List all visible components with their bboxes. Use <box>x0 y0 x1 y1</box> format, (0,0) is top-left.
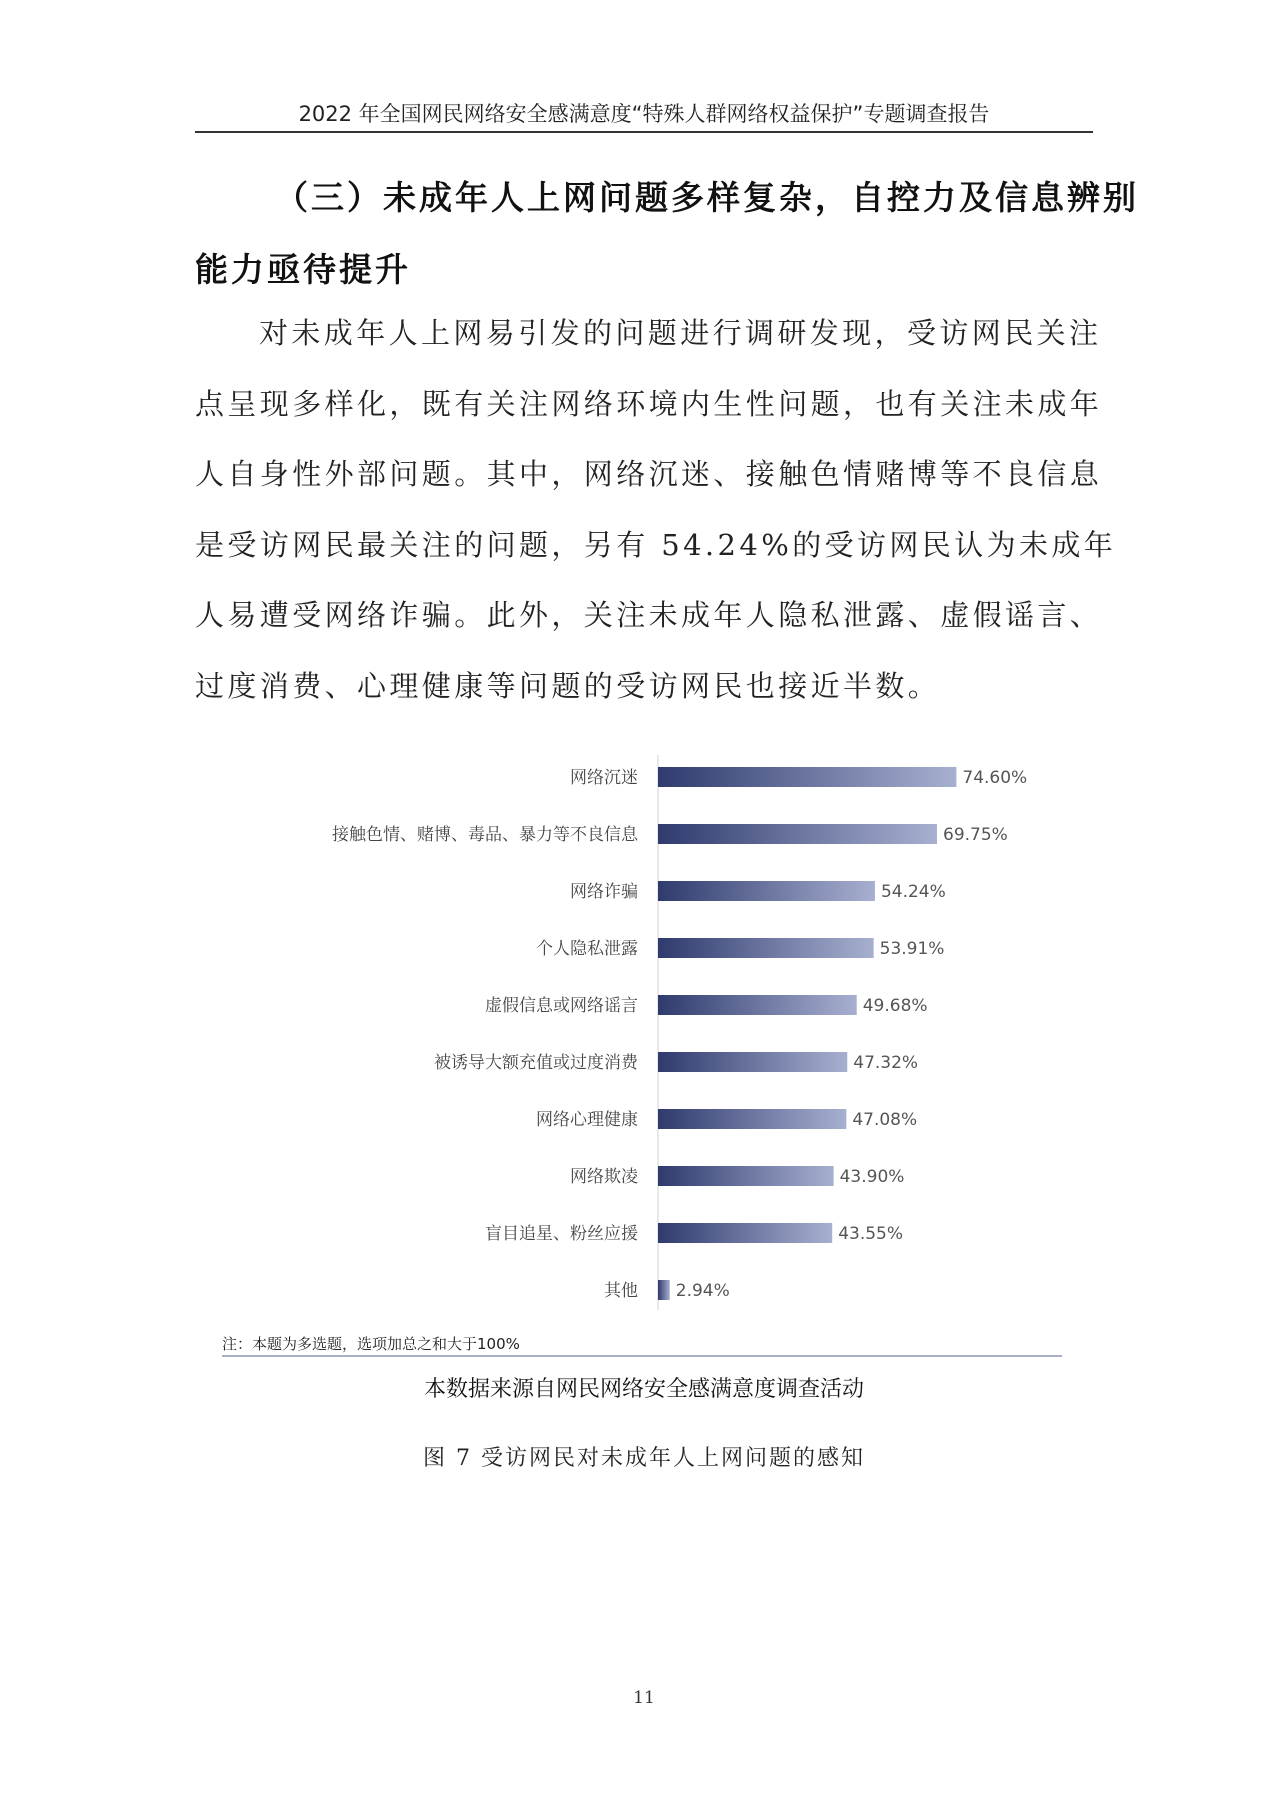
chart-divider <box>222 1355 1062 1357</box>
bar <box>658 1166 834 1186</box>
section-heading <box>195 162 1139 306</box>
category-label: 虚假信息或网络谣言 <box>485 996 638 1016</box>
bar <box>658 767 956 787</box>
category-label: 盲目追星、粉丝应援 <box>485 1224 638 1244</box>
section-heading-line-1: （三）未成年人上网问题多样复杂，自控力及信息辨别 <box>275 178 1139 217</box>
page-number: 11 <box>633 1688 655 1708</box>
running-header: 2022 年全国网民网络安全感满意度“特殊人群网络权益保护”专题调查报告 <box>298 102 990 126</box>
data-label: 43.90% <box>839 1167 905 1187</box>
bar <box>658 824 937 844</box>
category-label: 个人隐私泄露 <box>536 939 638 959</box>
category-label: 接触色情、赌博、毒品、暴力等不良信息 <box>332 825 638 845</box>
chart-source: 本数据来源自网民网络安全感满意度调查活动 <box>423 1377 864 1402</box>
paragraph-line: 对未成年人上网易引发的问题进行调研发现，受访网民关注 <box>259 316 1102 350</box>
paragraph-line: 点呈现多样化，既有关注网络环境内生性问题，也有关注未成年 <box>195 386 1103 421</box>
data-label: 2.94% <box>675 1281 730 1301</box>
bar <box>658 1223 832 1243</box>
paragraph-line: 是受访网民最关注的问题，另有 54.24%的受访网民认为未成年 <box>195 527 1117 562</box>
data-label: 69.75% <box>943 825 1008 845</box>
bar <box>658 938 874 958</box>
category-label: 被诱导大额充值或过度消费 <box>434 1053 638 1073</box>
bar-chart-svg <box>190 750 1090 1310</box>
paragraph-line: 过度消费、心理健康等问题的受访网民也接近半数。 <box>195 668 941 703</box>
paragraph-line: 人自身性外部问题。其中，网络沉迷、接触色情赌博等不良信息 <box>195 457 1103 491</box>
category-label: 其他 <box>604 1281 638 1301</box>
paragraph-line: 人易遭受网络诈骗。此外，关注未成年人隐私泄露、虚假谣言、 <box>195 598 1103 632</box>
bar <box>658 1052 847 1072</box>
body-paragraph <box>195 298 1117 721</box>
category-label: 网络心理健康 <box>536 1110 638 1130</box>
category-label: 网络沉迷 <box>570 768 638 788</box>
data-label: 43.55% <box>838 1224 904 1244</box>
data-label: 47.32% <box>853 1053 919 1073</box>
data-label: 53.91% <box>879 939 945 959</box>
data-label: 74.60% <box>962 768 1028 788</box>
bar-chart <box>190 750 1090 1310</box>
bar <box>658 881 875 901</box>
header-divider <box>195 131 1093 133</box>
bar <box>658 1109 846 1129</box>
category-label: 网络欺凌 <box>570 1167 638 1187</box>
data-label: 54.24% <box>880 882 946 902</box>
data-label: 47.08% <box>852 1110 918 1130</box>
data-label: 49.68% <box>862 996 928 1016</box>
category-label: 网络诈骗 <box>570 882 638 902</box>
figure-caption: 图 7 受访网民对未成年人上网问题的感知 <box>423 1446 865 1471</box>
chart-note: 注：本题为多选题，选项加总之和大于100% <box>222 1335 520 1353</box>
section-heading-line-2: 能力亟待提升 <box>195 250 411 289</box>
bar <box>658 995 857 1015</box>
bar <box>658 1280 670 1300</box>
